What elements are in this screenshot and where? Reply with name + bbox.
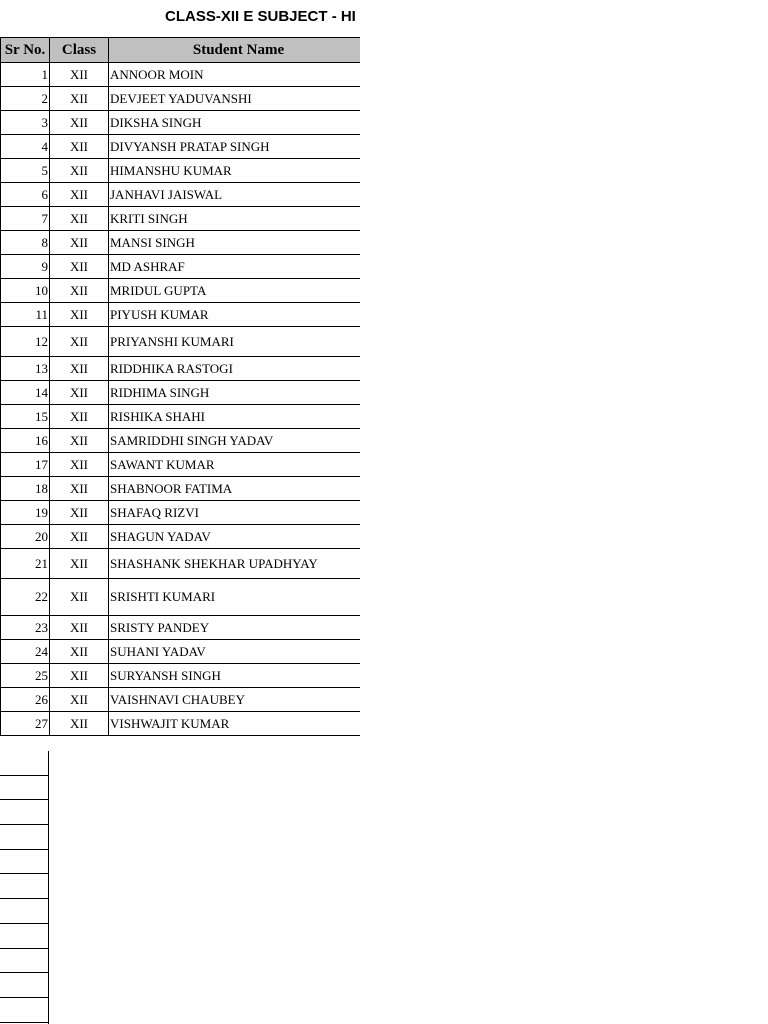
empty-cell[interactable] (0, 998, 48, 1023)
sr-no-cell[interactable]: 4 (1, 135, 50, 159)
student-name-cell[interactable]: RISHIKA SHAHI (109, 405, 361, 429)
sr-no-cell[interactable]: 24 (1, 640, 50, 664)
header-sr-no[interactable]: Sr No. (1, 38, 50, 63)
table-row (1, 207, 361, 231)
table-row (1, 63, 361, 87)
student-name-cell[interactable]: SHASHANK SHEKHAR UPADHYAY (109, 549, 361, 579)
class-cell[interactable]: XII (50, 549, 109, 579)
student-name-cell[interactable]: SHAGUN YADAV (109, 525, 361, 549)
class-cell[interactable]: XII (50, 255, 109, 279)
table-row (1, 135, 361, 159)
table-row (1, 159, 361, 183)
table-row (1, 712, 361, 736)
table-row (1, 640, 361, 664)
sr-no-cell[interactable]: 7 (1, 207, 50, 231)
student-name-cell[interactable]: DEVJEET YADUVANSHI (109, 87, 361, 111)
table-row (1, 183, 361, 207)
sr-no-cell[interactable]: 19 (1, 501, 50, 525)
table-row (1, 525, 361, 549)
empty-cell[interactable] (0, 874, 48, 899)
sr-no-cell[interactable]: 10 (1, 279, 50, 303)
student-name-cell[interactable]: VAISHNAVI CHAUBEY (109, 688, 361, 712)
table-row (1, 87, 361, 111)
empty-cells-column (0, 751, 49, 1024)
student-name-cell[interactable]: ANNOOR MOIN (109, 63, 361, 87)
empty-cell[interactable] (0, 751, 48, 776)
table-row (1, 357, 361, 381)
class-cell[interactable]: XII (50, 429, 109, 453)
table-row (1, 616, 361, 640)
sr-no-cell[interactable]: 8 (1, 231, 50, 255)
class-cell[interactable]: XII (50, 135, 109, 159)
student-name-cell[interactable]: SRISTY PANDEY (109, 616, 361, 640)
class-cell[interactable]: XII (50, 381, 109, 405)
sr-no-cell[interactable]: 14 (1, 381, 50, 405)
table-row (1, 231, 361, 255)
sr-no-cell[interactable]: 23 (1, 616, 50, 640)
sr-no-cell[interactable]: 17 (1, 453, 50, 477)
table-row (1, 549, 361, 579)
class-cell[interactable]: XII (50, 159, 109, 183)
class-cell[interactable]: XII (50, 477, 109, 501)
student-name-cell[interactable]: SAMRIDDHI SINGH YADAV (109, 429, 361, 453)
class-cell[interactable]: XII (50, 207, 109, 231)
student-table (0, 37, 360, 736)
sr-no-cell[interactable]: 2 (1, 87, 50, 111)
class-cell[interactable]: XII (50, 688, 109, 712)
student-name-cell[interactable]: SHABNOOR FATIMA (109, 477, 361, 501)
table-row (1, 688, 361, 712)
sr-no-cell[interactable]: 26 (1, 688, 50, 712)
class-cell[interactable]: XII (50, 525, 109, 549)
student-name-cell[interactable]: MD ASHRAF (109, 255, 361, 279)
class-cell[interactable]: XII (50, 579, 109, 616)
empty-cell[interactable] (0, 825, 48, 850)
sr-no-cell[interactable]: 9 (1, 255, 50, 279)
student-name-cell[interactable]: KRITI SINGH (109, 207, 361, 231)
sr-no-cell[interactable]: 6 (1, 183, 50, 207)
table-row (1, 664, 361, 688)
empty-cell[interactable] (0, 973, 48, 998)
class-cell[interactable]: XII (50, 303, 109, 327)
student-name-cell[interactable]: SUHANI YADAV (109, 640, 361, 664)
student-name-cell[interactable]: PIYUSH KUMAR (109, 303, 361, 327)
sr-no-cell[interactable]: 3 (1, 111, 50, 135)
sheet-title (0, 8, 360, 28)
class-cell[interactable]: XII (50, 453, 109, 477)
class-cell[interactable]: XII (50, 664, 109, 688)
table-row (1, 501, 361, 525)
sr-no-cell[interactable]: 20 (1, 525, 50, 549)
sr-no-cell[interactable]: 1 (1, 63, 50, 87)
sr-no-cell[interactable]: 13 (1, 357, 50, 381)
class-cell[interactable]: XII (50, 279, 109, 303)
table-row (1, 111, 361, 135)
table-row (1, 279, 361, 303)
table-row (1, 255, 361, 279)
sr-no-cell[interactable]: 21 (1, 549, 50, 579)
sr-no-cell[interactable]: 5 (1, 159, 50, 183)
class-cell[interactable]: XII (50, 640, 109, 664)
student-table-viewport (0, 37, 360, 1024)
sr-no-cell[interactable]: 22 (1, 579, 50, 616)
table-row (1, 405, 361, 429)
class-cell[interactable]: XII (50, 616, 109, 640)
class-cell[interactable]: XII (50, 405, 109, 429)
empty-cell[interactable] (0, 776, 48, 801)
header-student-name[interactable]: Student Name (109, 38, 361, 63)
class-cell[interactable]: XII (50, 63, 109, 87)
class-cell[interactable]: XII (50, 357, 109, 381)
header-class[interactable]: Class (50, 38, 109, 63)
sr-no-cell[interactable]: 12 (1, 327, 50, 357)
class-cell[interactable]: XII (50, 712, 109, 736)
empty-cell[interactable] (0, 949, 48, 974)
student-name-cell[interactable]: SHAFAQ RIZVI (109, 501, 361, 525)
student-name-cell[interactable]: PRIYANSHI KUMARI (109, 327, 361, 357)
student-name-cell[interactable]: SURYANSH SINGH (109, 664, 361, 688)
sr-no-cell[interactable]: 18 (1, 477, 50, 501)
student-name-cell[interactable]: JANHAVI JAISWAL (109, 183, 361, 207)
sr-no-cell[interactable]: 25 (1, 664, 50, 688)
class-cell[interactable]: XII (50, 327, 109, 357)
empty-cell[interactable] (0, 899, 48, 924)
student-name-cell[interactable]: HIMANSHU KUMAR (109, 159, 361, 183)
table-row (1, 303, 361, 327)
sr-no-cell[interactable]: 16 (1, 429, 50, 453)
student-name-cell[interactable]: VISHWAJIT KUMAR (109, 712, 361, 736)
student-name-cell[interactable]: RIDDHIKA RASTOGI (109, 357, 361, 381)
student-name-cell[interactable]: SRISHTI KUMARI (109, 579, 361, 616)
header-row (1, 38, 361, 63)
student-name-cell[interactable]: MANSI SINGH (109, 231, 361, 255)
class-cell[interactable]: XII (50, 501, 109, 525)
empty-cell[interactable] (0, 850, 48, 875)
class-cell[interactable]: XII (50, 231, 109, 255)
sr-no-cell[interactable]: 27 (1, 712, 50, 736)
student-name-cell[interactable]: RIDHIMA SINGH (109, 381, 361, 405)
empty-cell[interactable] (0, 800, 48, 825)
table-row (1, 327, 361, 357)
class-cell[interactable]: XII (50, 87, 109, 111)
sr-no-cell[interactable]: 15 (1, 405, 50, 429)
student-name-cell[interactable]: SAWANT KUMAR (109, 453, 361, 477)
class-cell[interactable]: XII (50, 111, 109, 135)
table-row (1, 381, 361, 405)
sheet-title-text: CLASS-XII E SUBJECT - HI (165, 8, 356, 25)
sr-no-cell[interactable]: 11 (1, 303, 50, 327)
table-row (1, 477, 361, 501)
table-row (1, 579, 361, 616)
table-row (1, 429, 361, 453)
student-name-cell[interactable]: DIKSHA SINGH (109, 111, 361, 135)
empty-cell[interactable] (0, 924, 48, 949)
student-name-cell[interactable]: DIVYANSH PRATAP SINGH (109, 135, 361, 159)
student-name-cell[interactable]: MRIDUL GUPTA (109, 279, 361, 303)
table-row (1, 453, 361, 477)
class-cell[interactable]: XII (50, 183, 109, 207)
